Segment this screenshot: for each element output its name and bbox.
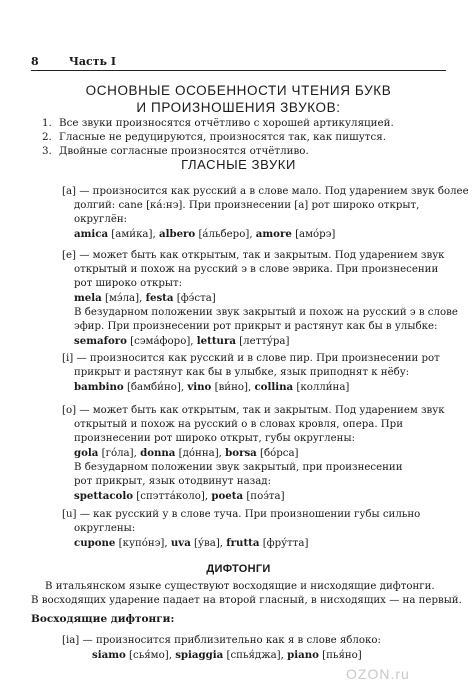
rule-item (42, 116, 442, 130)
rule-text: Все звуки произносятся отчётливо с хорошей артикуляцией. (59, 117, 394, 129)
example-word: lettura (196, 335, 236, 347)
example-word: amica (74, 228, 109, 240)
entry-line: рот широко открыт: (74, 278, 183, 289)
example-transcription: [а́льберо], (195, 229, 256, 240)
example-word: donna (140, 447, 176, 459)
rule-number: 1. (42, 117, 52, 129)
section-title-line-1: ОСНОВНЫЕ ОСОБЕННОСТИ ЧТЕНИЯ БУКВ (85, 83, 392, 98)
vowel-i-entry (62, 352, 452, 395)
example-word: vino (187, 381, 212, 393)
entry-line: прикрыт и растянут как бы в улыбке, язык приподнят к нёбу: (74, 367, 410, 378)
example-word: poeta (211, 490, 244, 502)
rising-diphthongs-heading: Восходящие дифтонги: (31, 613, 175, 625)
example-word: bambino (74, 381, 124, 393)
rule-number: 3. (42, 145, 52, 157)
example-word: collina (254, 381, 294, 393)
example-word: festa (145, 292, 174, 304)
rules-list (42, 116, 442, 158)
vowels-heading: ГЛАСНЫЕ ЗВУКИ (181, 157, 296, 172)
example-word: piano (287, 649, 319, 661)
example-line (62, 446, 452, 461)
example-transcription: [сья́мо], (125, 650, 176, 661)
example-word: amore (255, 228, 292, 240)
example-transcription: [фэ́ста] (173, 293, 216, 304)
example-line (62, 489, 452, 504)
entry-line: эфир. При произнесении рот прикрыт и растянут как бы в улыбке: (74, 321, 438, 332)
rule-item (42, 130, 442, 144)
example-transcription: [у́ва], (190, 538, 227, 549)
entry-line: [o] — может быть как открытым, так и закрытым. Под ударением звук (62, 405, 445, 416)
example-word: borsa (225, 447, 257, 459)
example-transcription: [амо́рэ] (291, 229, 336, 240)
entry-line: произнесении рот широко открыт, губы округлены: (74, 433, 356, 444)
example-word: gola (74, 447, 99, 459)
running-header (31, 55, 446, 71)
entry-line: округлены: (74, 523, 136, 534)
entry-line: долгий: cane [ка́:нэ]. При произнесении [a] рот широко открыт, (74, 200, 420, 211)
example-line (62, 334, 452, 349)
part-label: Часть I (68, 55, 116, 68)
example-transcription: [сэма́форо], (126, 336, 197, 347)
example-transcription: [ами́ка], (108, 229, 159, 240)
vowel-u-entry (62, 508, 452, 551)
rule-item (42, 144, 442, 158)
vowel-e-entry (62, 249, 458, 349)
section-title (31, 82, 446, 116)
example-transcription: [спья́джа], (223, 650, 288, 661)
example-word: spettacolo (74, 490, 134, 502)
example-transcription: [пья́но] (318, 650, 362, 661)
example-word: uva (170, 537, 191, 549)
entry-line: [ia] — произносится приблизительно как я в слове яблоко: (62, 635, 381, 646)
section-title-line-2: И ПРОИЗНОШЕНИЯ ЗВУКОВ: (136, 100, 341, 115)
entry-line: [i] — произносится как русский и в слове пир. При произнесении рот (62, 353, 440, 364)
paragraph-line: В итальянском языке существуют восходящие и нисходящие дифтонги. (45, 581, 435, 592)
entry-line: В безударном положении звук закрытый и похож на русский э в слове (74, 307, 458, 318)
entry-line: открытый и похож на русский о в словах кровля, опера. При (74, 419, 403, 430)
example-line (62, 536, 452, 551)
diphthong-ia-entry (62, 634, 452, 663)
vowel-a-entry (62, 185, 469, 242)
example-transcription: [го́ла], (98, 448, 141, 459)
entry-line: [u] — как русский у в слове туча. При произношении губы сильно (62, 509, 421, 520)
example-word: semaforo (74, 335, 127, 347)
rule-text: Двойные согласные произносятся отчётливо. (59, 145, 309, 157)
example-transcription: [бо́рса] (256, 448, 299, 459)
example-word: spiaggia (175, 649, 224, 661)
entry-line: округлён: (74, 214, 128, 225)
entry-line: открытый и похож на русский э в слове эврика. При произнесении (74, 264, 439, 275)
example-line (62, 291, 452, 306)
paragraph-line: В восходящих ударение падает на второй гласный, в нисходящих — на первый. (31, 595, 462, 606)
rule-number: 2. (42, 131, 52, 143)
rule-text: Гласные не редуцируются, произносятся так, как пишутся. (59, 131, 386, 143)
example-word: siamo (92, 649, 126, 661)
vowel-o-entry (62, 404, 452, 504)
example-transcription: [колли́на] (293, 382, 350, 393)
example-word: frutta (226, 537, 260, 549)
page-number: 8 (31, 55, 39, 68)
example-transcription: [до́нна], (175, 448, 226, 459)
watermark: OZON.ru (346, 666, 410, 682)
example-transcription: [ви́но], (211, 382, 255, 393)
entry-line: рот прикрыт, язык отодвинут назад: (74, 476, 271, 487)
example-word: cupone (74, 537, 116, 549)
diphthongs-heading: ДИФТОНГИ (206, 563, 271, 575)
example-transcription: [бамби́но], (123, 382, 188, 393)
diphthongs-paragraph (31, 580, 461, 608)
example-word: albero (158, 228, 196, 240)
entry-line: В безударном положении звук закрытый, при произнесении (74, 462, 403, 473)
example-transcription: [фру́тта] (259, 538, 309, 549)
entry-line: [a] — произносится как русский а в слове мало. Под ударением звук более (62, 186, 469, 197)
example-line (62, 227, 452, 242)
entry-line: [e] — может быть как открытым, так и закрытым. Под ударением звук (62, 250, 445, 261)
example-line (62, 380, 452, 395)
example-transcription: [поэ́та] (243, 491, 285, 502)
example-transcription: [спэтта́коло], (133, 491, 212, 502)
example-line (62, 648, 452, 663)
example-transcription: [мэ́ла], (101, 293, 146, 304)
example-word: mela (74, 292, 102, 304)
example-transcription: [купо́нэ], (115, 538, 171, 549)
example-transcription: [летту́ра] (235, 336, 290, 347)
